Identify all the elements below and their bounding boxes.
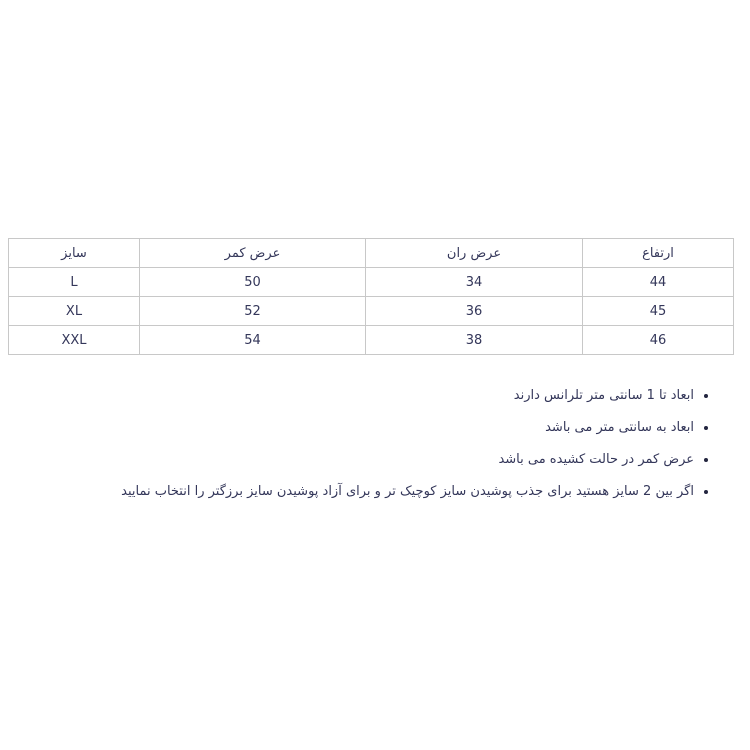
- cell-height: 45: [583, 297, 734, 326]
- column-header-height: ارتفاع: [583, 239, 734, 268]
- column-header-thigh-width: عرض ران: [366, 239, 583, 268]
- size-table-row-xxl: [9, 326, 734, 355]
- size-table-row-l: [9, 268, 734, 297]
- cell-thigh-width: 34: [366, 268, 583, 297]
- cell-height: 44: [583, 268, 734, 297]
- size-table-header-row: [9, 239, 734, 268]
- cell-thigh-width: 36: [366, 297, 583, 326]
- note-tolerance: • ابعاد تا 1 سانتی متر تلرانس دارند: [121, 379, 694, 411]
- cell-thigh-width: 38: [366, 326, 583, 355]
- note-waist-stretched: • عرض کمر در حالت کشیده می باشد: [121, 443, 694, 475]
- cell-size: XL: [9, 297, 140, 326]
- size-table-row-xl: [9, 297, 734, 326]
- column-header-size: سایز: [9, 239, 140, 268]
- note-unit-centimeter: • ابعاد به سانتی متر می باشد: [121, 411, 694, 443]
- column-header-waist-width: عرض کمر: [140, 239, 366, 268]
- cell-waist-width: 50: [140, 268, 366, 297]
- cell-waist-width: 54: [140, 326, 366, 355]
- note-between-sizes-advice: • اگر بین 2 سایز هستید برای جذب پوشیدن سایز کوچیک تر و برای آزاد پوشیدن سایز برزگتر را انتخاب نمایید: [121, 475, 694, 507]
- size-notes-list: [121, 379, 710, 507]
- size-table: [8, 238, 734, 355]
- cell-height: 46: [583, 326, 734, 355]
- cell-size: L: [9, 268, 140, 297]
- cell-waist-width: 52: [140, 297, 366, 326]
- cell-size: XXL: [9, 326, 140, 355]
